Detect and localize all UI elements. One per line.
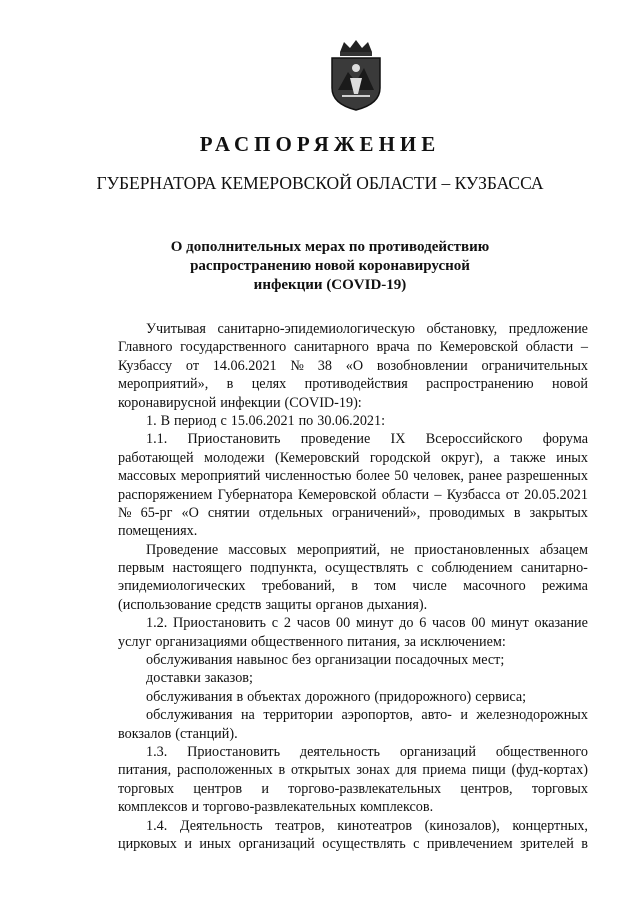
coat-of-arms-icon <box>328 38 384 112</box>
body-line: обслуживания навынос без организации посадочных мест; <box>146 652 505 669</box>
body-line: коронавирусной инфекции (COVID-19): <box>118 394 362 411</box>
document-subtitle: ГУБЕРНАТОРА КЕМЕРОВСКОЙ ОБЛАСТИ – КУЗБАССА <box>96 173 544 193</box>
body-line: первым настоящего подпункта, осуществлять с соблюдением санитарно- <box>118 560 588 577</box>
document-title: РАСПОРЯЖЕНИЕ <box>199 132 441 156</box>
body-line: услуг организациями общественного питания, за исключением: <box>118 633 506 650</box>
body-line: вокзалов (станций). <box>118 725 238 742</box>
body-line: помещениях. <box>118 523 198 540</box>
body-line: Главного государственного санитарного врача по Кемеровской области – <box>118 339 588 356</box>
body-line: 1.4. Деятельность театров, кинотеатров (кинозалов), концертных, <box>146 817 588 834</box>
body-line: 1. В период с 15.06.2021 по 30.06.2021: <box>146 412 386 429</box>
body-line: (использование средств защиты органов дыхания). <box>118 596 428 613</box>
body-line: питания, расположенных в открытых зонах для приема пищи (фуд-кортах) <box>118 762 588 779</box>
body-line: работающей молодежи (Кемеровский городской округ), а также иных <box>118 449 588 466</box>
body-line: Учитывая санитарно-эпидемиологическую обстановку, предложение <box>146 321 588 337</box>
body-line: 1.1. Приостановить проведение IX Всероссийского форума <box>146 431 588 448</box>
body-line: 1.2. Приостановить с 2 часов 00 минут до 6 часов 00 минут оказание <box>146 615 588 632</box>
body-line: торговых центров и торгово-развлекательных центров, торговых <box>118 780 588 797</box>
body-line: Кузбассу от 14.06.2021 № 38 «О возобновлении ограничительных <box>118 357 588 374</box>
document-heading <box>120 238 540 295</box>
body-line: доставки заказов; <box>146 670 253 687</box>
body-line: цирковых и иных организаций осуществлять с привлечением зрителей в <box>118 835 588 852</box>
body-line: эпидемиологических требований, в том числе масочного режима <box>118 578 588 595</box>
body-line: 1.3. Приостановить деятельность организаций общественного <box>146 743 588 760</box>
body-line: мероприятий», в целях противодействия распространению новой <box>118 376 588 393</box>
heading-line: инфекции (COVID-19) <box>253 277 407 293</box>
heading-line: О дополнительных мерах по противодействию <box>170 239 490 255</box>
body-line: комплексов и торгово-развлекательных комплексов. <box>118 799 434 816</box>
body-line: массовых мероприятий численностью более 50 человек, ранее разрешенных <box>118 468 588 485</box>
body-line: № 65-рг «О снятии отдельных ограничений», проводимых в закрытых <box>118 504 588 521</box>
body-line: Проведение массовых мероприятий, не приостановленных абзацем <box>146 541 588 558</box>
heading-line: распространению новой коронавирусной <box>190 258 470 274</box>
body-line: распоряжением Губернатора Кемеровской области – Кузбасса от 20.05.2021 <box>118 486 588 503</box>
body-line: обслуживания в объектах дорожного (придорожного) сервиса; <box>146 688 527 705</box>
document-body <box>118 320 588 853</box>
body-line: обслуживания на территории аэропортов, авто- и железнодорожных <box>146 707 588 724</box>
